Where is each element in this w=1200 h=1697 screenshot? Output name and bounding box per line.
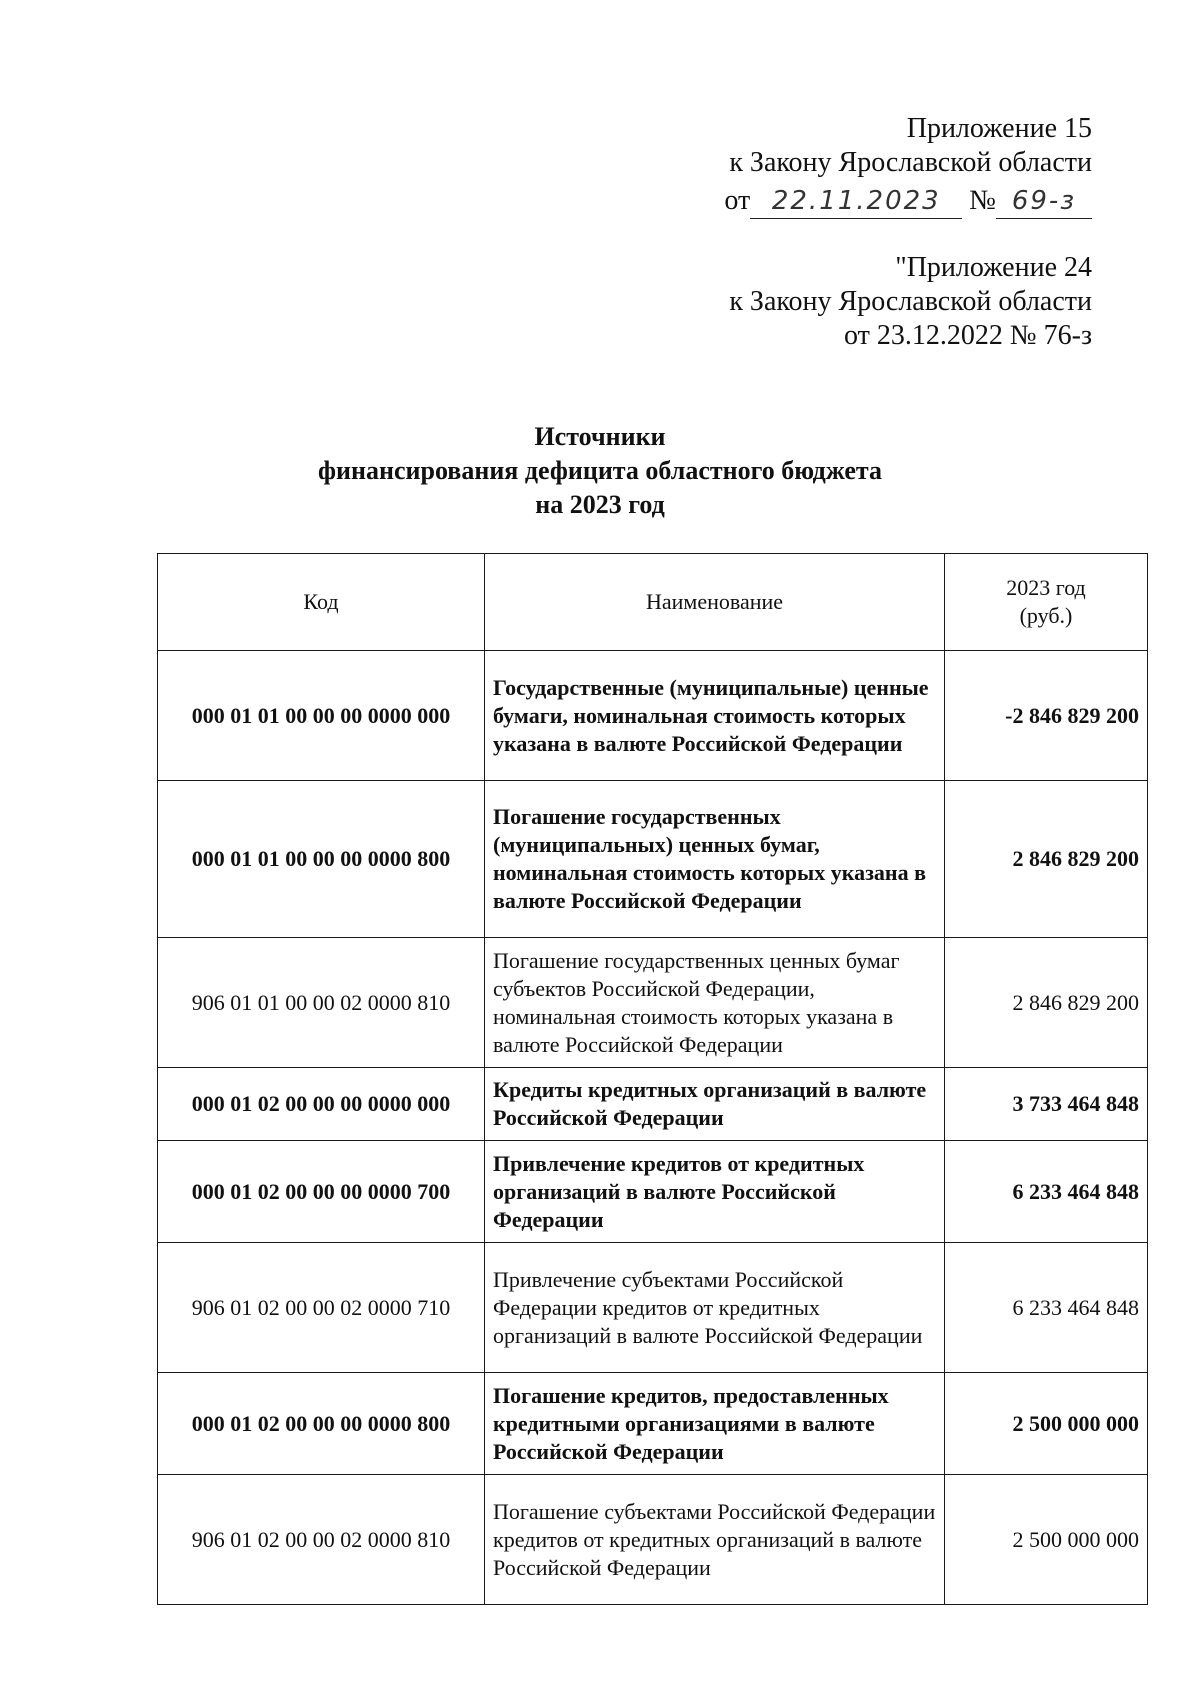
law-date-line — [632, 184, 1092, 219]
table-row — [158, 1068, 1148, 1141]
financing-sources-table — [157, 553, 1148, 1605]
row-name: Погашение субъектами Российской Федерации кредитов от кредитных организаций в валюте Российской Федерации — [485, 1475, 945, 1605]
row-name: Погашение государственных ценных бумаг субъектов Российской Федерации, номинальная стоимость которых указана в валюте Российской Федерации — [485, 938, 945, 1068]
row-value: 3 733 464 848 — [945, 1068, 1148, 1141]
table-row — [158, 1373, 1148, 1475]
handwritten-date: 22.11.2023 — [750, 184, 962, 219]
table-row — [158, 1141, 1148, 1243]
row-name: Погашение кредитов, предоставленных кредитными организациями в валюте Российской Федерации — [485, 1373, 945, 1475]
row-code: 000 01 02 00 00 00 0000 800 — [158, 1373, 485, 1475]
quoted-law-date: от 23.12.2022 № 76-з — [844, 320, 1092, 351]
row-value: 2 500 000 000 — [945, 1475, 1148, 1605]
handwritten-number: 69-з — [996, 184, 1092, 219]
header-name: Наименование — [485, 554, 945, 651]
row-value: 6 233 464 848 — [945, 1243, 1148, 1373]
law-reference: к Закону Ярославской области — [729, 147, 1092, 178]
quoted-law-reference: к Закону Ярославской области — [729, 286, 1092, 317]
row-name: Государственные (муниципальные) ценные бумаги, номинальная стоимость которых указана в валюте Российской Федерации — [485, 651, 945, 781]
table-row — [158, 1243, 1148, 1373]
row-name: Погашение государственных (муниципальных) ценных бумаг, номинальная стоимость которых указана в валюте Российской Федерации — [485, 781, 945, 938]
header-value-unit: (руб.) — [1019, 603, 1073, 628]
row-value: 2 846 829 200 — [945, 781, 1148, 938]
table-row — [158, 781, 1148, 938]
title-line-3: на 2023 год — [535, 490, 665, 519]
row-code: 906 01 01 00 00 02 0000 810 — [158, 938, 485, 1068]
row-code: 000 01 01 00 00 00 0000 000 — [158, 651, 485, 781]
table-header-row — [158, 554, 1148, 651]
appendix-number: Приложение 15 — [906, 113, 1092, 144]
row-code: 000 01 02 00 00 00 0000 700 — [158, 1141, 485, 1243]
document-title — [0, 420, 1200, 522]
row-value: 2 846 829 200 — [945, 938, 1148, 1068]
row-code: 000 01 01 00 00 00 0000 800 — [158, 781, 485, 938]
title-line-2: финансирования дефицита областного бюджета — [318, 456, 882, 485]
header-value-year: 2023 год — [1006, 575, 1086, 600]
header-value — [945, 554, 1148, 651]
row-code: 906 01 02 00 00 02 0000 810 — [158, 1475, 485, 1605]
row-value: -2 846 829 200 — [945, 651, 1148, 781]
row-code: 906 01 02 00 00 02 0000 710 — [158, 1243, 485, 1373]
header-code: Код — [158, 554, 485, 651]
row-name: Привлечение кредитов от кредитных организаций в валюте Российской Федерации — [485, 1141, 945, 1243]
number-sign: № — [969, 185, 996, 216]
title-line-1: Источники — [534, 422, 666, 451]
row-name: Привлечение субъектами Российской Федерации кредитов от кредитных организаций в валюте Российской Федерации — [485, 1243, 945, 1373]
row-code: 000 01 02 00 00 00 0000 000 — [158, 1068, 485, 1141]
appendix-header — [632, 112, 1092, 353]
table-row — [158, 938, 1148, 1068]
row-value: 6 233 464 848 — [945, 1141, 1148, 1243]
quoted-appendix-number: "Приложение 24 — [895, 252, 1092, 283]
date-prefix: от — [724, 185, 751, 216]
table-row — [158, 1475, 1148, 1605]
row-value: 2 500 000 000 — [945, 1373, 1148, 1475]
table-row — [158, 651, 1148, 781]
row-name: Кредиты кредитных организаций в валюте Российской Федерации — [485, 1068, 945, 1141]
